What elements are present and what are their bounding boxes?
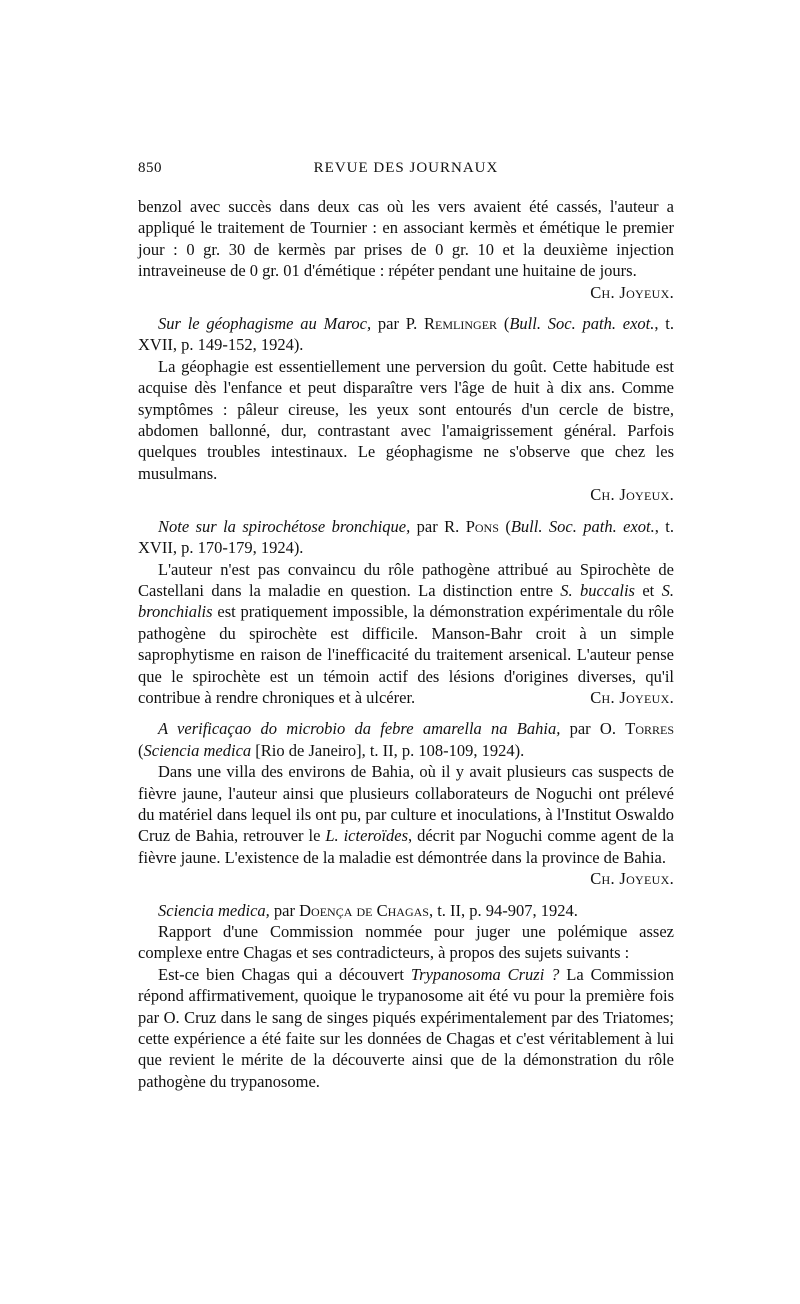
author: Torres bbox=[625, 719, 674, 739]
journal-name: Bull. Soc. path. exot. bbox=[509, 314, 655, 334]
source-open: ( bbox=[138, 740, 144, 760]
signature: Ch. Joyeux. bbox=[590, 282, 674, 302]
page bbox=[138, 160, 674, 1092]
signature: Ch. Joyeux. bbox=[590, 687, 674, 707]
by-text: par R. bbox=[410, 516, 466, 536]
by-text: par O. bbox=[560, 719, 626, 739]
entry-heading bbox=[138, 516, 674, 559]
body-text: Est-ce bien Chagas qui a découvert bbox=[158, 964, 411, 984]
body-text: Dans une villa des environs de Bahia, où il y avait plusieurs cas suspects de fièvre jaune, l'auteur ainsi que plusieurs collaborateurs de Noguchi ont prélevé du matériel dans lequel ils ont pu, par culture et inoculations, à l'Institut Oswaldo Cruz de Bahia, retrouver le bbox=[138, 762, 674, 846]
body-text: L'auteur n'est pas convaincu du rôle pathogène attribué au Spirochète de Castellani dans la maladie en question. La distinction entre bbox=[138, 559, 674, 600]
entry-heading bbox=[138, 718, 674, 761]
source-open: ( bbox=[498, 516, 511, 536]
page-number: 850 bbox=[138, 160, 162, 176]
body-text: La Commission répond affirmativement, quoique le trypanosome ait été vu pour la première fois par O. Cruz dans le sang de singes piqués expérimentalement par des Triatomes; cette expérience a été faite sur les données de Chagas et c'est véritablement à lui que revient le mérite de la découverte ainsi que de la démonstration du rôle pathogène du trypanosome. bbox=[138, 964, 674, 1091]
body-text: est pratiquement impossible, la démonstration expérimentale du rôle pathogène du spirochète est difficile. Manson-Bahr croit à un simple saprophytisme en raison de l'inefficacité du traitement arsenical. L'auteur pense que le spirochète est un témoin actif des lésions d'origines diverses, qu'il contribue à rendre chroniques et à ulcérer. bbox=[138, 602, 674, 707]
journal-title: REVUE DES JOURNAUX bbox=[313, 160, 499, 176]
by-text: par bbox=[269, 900, 300, 920]
article-title: A verificaçao do microbio da febre amarella na Bahia, bbox=[158, 719, 561, 739]
author: Doença de Chagas bbox=[299, 900, 429, 920]
entry-body bbox=[138, 761, 674, 889]
article-title: Note sur la spirochétose bronchique, bbox=[158, 516, 411, 536]
species-name: Trypanosoma Cruzi ? bbox=[410, 964, 560, 984]
author: Pons bbox=[465, 516, 499, 536]
entry-heading bbox=[138, 900, 674, 921]
article-title: Sur le géophagisme au Maroc, bbox=[158, 314, 372, 334]
signature: Ch. Joyeux. bbox=[590, 485, 674, 505]
by-text: par P. bbox=[371, 314, 425, 334]
species-name: L. icteroïdes bbox=[325, 826, 409, 846]
running-head bbox=[138, 160, 674, 184]
signature: Ch. Joyeux. bbox=[590, 869, 674, 889]
entry-heading bbox=[138, 313, 674, 356]
entry-body bbox=[138, 559, 674, 709]
entry-body: benzol avec succès dans deux cas où les vers avaient été cassés, l'auteur a appliqué le traitement de Tournier : en associant kermès et émétique le premier jour : 0 gr. 30 de kermès par prises de 0 gr. 10 et la deuxième injection intraveineuse de 0 gr. 01 d'émétique : répéter pendant une huitaine de jours. bbox=[138, 197, 674, 281]
body-text: et bbox=[634, 580, 662, 600]
entry-continuation bbox=[138, 196, 674, 303]
citation-ref: , t. XVII, p. 149-152, 1924). bbox=[138, 314, 674, 355]
author: Remlinger bbox=[424, 314, 498, 334]
citation-ref: [Rio de Janeiro], t. II, p. 108-109, 1924). bbox=[251, 740, 525, 760]
entry-body: La géophagie est essentiellement une perversion du goût. Cette habitude est acquise dès l'enfance et peut disparaître vers l'âge de huit à dix ans. Comme symptômes : pâleur cireuse, les yeux sont entourés d'un cercle de bistre, abdomen ballonné, dur, contrastant avec l'amaigrissement général. Parfois quelques troubles intestinaux. Le géophagisme ne s'observe que chez les musulmans. bbox=[138, 356, 674, 483]
species-name: S. buccalis bbox=[560, 580, 635, 600]
journal-name: Sciencia medica bbox=[143, 740, 252, 760]
entry-body: Rapport d'une Commission nommée pour juger une polémique assez complexe entre Chagas et ses contradicteurs, à propos des sujets suivants : bbox=[138, 922, 674, 963]
citation-ref: , t. XVII, p. 170-179, 1924). bbox=[138, 516, 674, 558]
journal-name: Sciencia medica, bbox=[158, 900, 270, 920]
entry-body bbox=[138, 964, 674, 1092]
species-name: S. bronchialis bbox=[138, 580, 674, 622]
source-open: ( bbox=[497, 314, 510, 334]
citation-ref: , t. II, p. 94-907, 1924. bbox=[428, 900, 578, 920]
body-text: , décrit par Noguchi comme agent de la fièvre jaune. L'existence de la maladie est démontrée dans la province de Bahia. bbox=[138, 826, 674, 867]
journal-name: Bull. Soc. path. exot. bbox=[510, 516, 655, 536]
